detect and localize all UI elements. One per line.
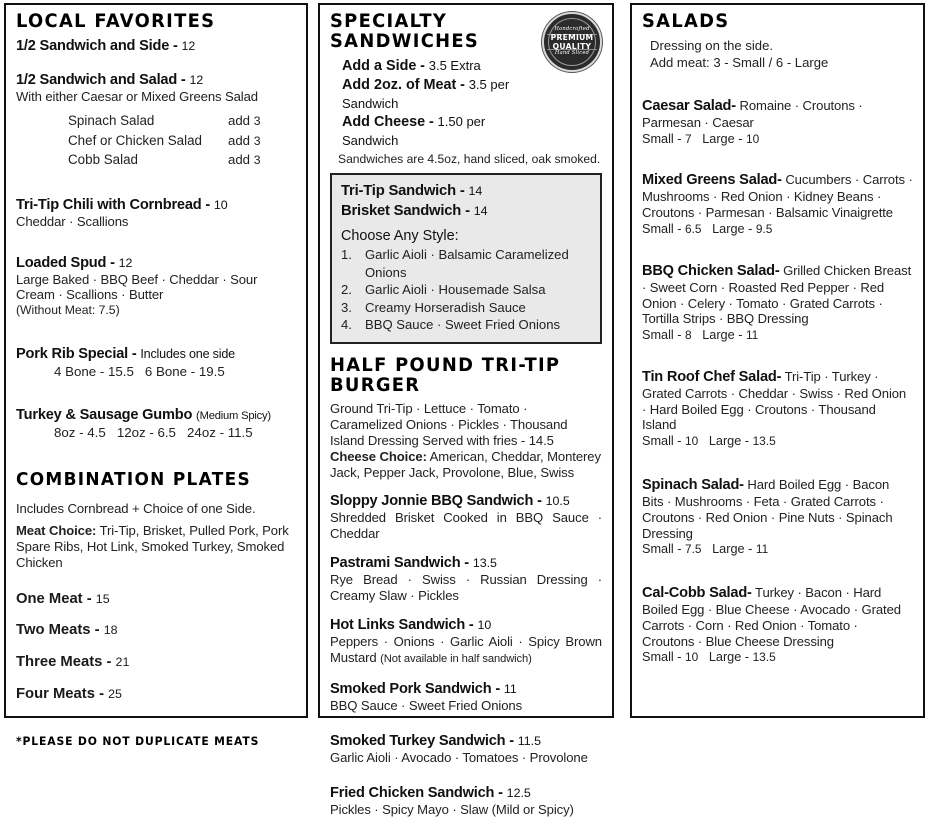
addon-row <box>16 150 296 170</box>
addon-row <box>16 131 296 151</box>
combo-tier-four-meats <box>16 686 296 704</box>
item-dash: - <box>465 202 470 219</box>
item-ingredients: Cucumbers · Carrots · Mushrooms · Red Onion · Kidney Beans · Croutons · Parmesan · Balsamic Vinaigrette <box>642 172 913 221</box>
item-dash: - <box>776 368 782 385</box>
large-price: 9.5 <box>755 222 773 237</box>
addon-value: 3.5 Extra <box>428 57 481 73</box>
item-price: 10 <box>213 197 228 212</box>
item-dash: - <box>509 733 514 750</box>
item-name: Tri-Tip Sandwich <box>341 183 456 200</box>
item-title <box>16 37 296 55</box>
item-ingredients: Turkey · Bacon · Hard Boiled Egg · Blue Cheese · Avocado · Grated Carrots · Corn · Red Onion · Tomato · Croutons · Blue Cheese Dressing <box>642 584 901 649</box>
small-label: Small - <box>642 434 682 449</box>
addon-price: add 3 <box>228 152 261 168</box>
item-name: Turkey & Sausage Gumbo <box>16 406 193 423</box>
item-name: 1/2 Sandwich and Salad <box>16 72 178 89</box>
menu-item-hot-links-sandwich <box>330 616 602 666</box>
combo-tier-label: Four Meats <box>16 685 95 702</box>
combo-tier-dash: - <box>99 685 104 702</box>
item-dash: - <box>537 493 542 510</box>
menu-item-smoked-turkey-sandwich <box>330 732 602 766</box>
item-note: (Without Meat: 7.5) <box>16 303 120 318</box>
item-title <box>330 784 602 802</box>
item-price: 12.5 <box>506 786 531 801</box>
item-price: 14 <box>468 184 483 199</box>
item-size-prices: 8oz - 4.5 12oz - 6.5 24oz - 11.5 <box>54 425 253 441</box>
item-name: Pastrami Sandwich <box>330 555 461 572</box>
item-dash: - <box>131 345 137 362</box>
style-text: Garlic Aioli · Balsamic Caramelized Onions <box>365 247 569 280</box>
item-name: Hot Links Sandwich <box>330 616 466 633</box>
cheese-choice-text: American, Cheddar, Monterey Jack, Pepper Jack, Provolone, Blue, Swiss <box>330 448 601 480</box>
item-price: 12 <box>118 255 133 270</box>
item-dash: - <box>180 72 186 89</box>
small-price: 8 <box>685 328 692 343</box>
item-dash: - <box>774 262 780 279</box>
combo-tier-two-meats <box>16 622 296 640</box>
item-description: BBQ Sauce · Sweet Fried Onions <box>330 698 523 714</box>
style-number: 2. <box>341 282 352 298</box>
small-price: 7.5 <box>685 542 702 557</box>
menu-item-half-sandwich-salad <box>16 71 296 170</box>
item-title <box>16 71 296 89</box>
panel-local-favorites <box>4 3 308 748</box>
style-text: Garlic Aioli · Housemade Salsa <box>365 282 546 298</box>
item-title <box>330 680 602 698</box>
item-description: Large Baked · BBQ Beef · Cheddar · Sour Cream · Scallions · Butter <box>16 271 258 303</box>
item-title <box>330 732 602 750</box>
style-text: Creamy Horseradish Sauce <box>365 299 526 315</box>
menu-item-smoked-pork-sandwich <box>330 680 602 714</box>
addon-add-a-side <box>330 57 544 76</box>
item-title <box>16 254 296 272</box>
menu-item-turkey-sausage-gumbo <box>16 406 296 441</box>
addon-price: add 3 <box>228 132 261 148</box>
item-dash: - <box>495 681 500 698</box>
panel-salads <box>630 3 925 718</box>
style-number: 3. <box>341 299 352 315</box>
item-name: Smoked Turkey Sandwich <box>330 733 506 750</box>
small-price: 7 <box>685 131 692 146</box>
addon-name: Cobb Salad <box>68 152 138 168</box>
item-qualifier: (Medium Spicy) <box>196 409 271 422</box>
small-price: 10 <box>685 434 699 449</box>
item-ingredients: Tri-Tip · Turkey · Grated Carrots · Cheddar · Swiss · Red Onion · Hard Boiled Egg · Croutons · Thousand Island <box>642 368 907 433</box>
addon-dash: - <box>428 114 434 131</box>
menu-item-half-sandwich-side <box>16 37 296 55</box>
burger-description: Ground Tri-Tip · Lettuce · Tomato · Caramelized Onions · Pickles · Thousand Island Dressing Served with fries - 14.5 <box>330 401 568 448</box>
large-label: Large - <box>712 222 753 237</box>
small-label: Small - <box>642 222 682 237</box>
item-price: 12 <box>181 38 196 53</box>
menu-item-bbq-chicken-salad <box>642 262 913 344</box>
large-price: 10 <box>745 131 760 146</box>
item-title <box>330 554 602 572</box>
menu-item-tri-tip-chili <box>16 196 296 230</box>
combo-tier-label: Two Meats <box>16 622 91 639</box>
item-dash: - <box>777 172 782 189</box>
item-name: Tri-Tip Chili with Cornbread <box>16 196 202 213</box>
combo-tier-label: One Meat <box>16 590 83 607</box>
item-name: Pork Rib Special <box>16 345 128 362</box>
item-dash: - <box>468 616 474 633</box>
burger-cheese-choice <box>330 449 602 481</box>
item-price: 11 <box>503 682 517 697</box>
style-option-4 <box>341 316 591 333</box>
large-label: Large - <box>712 542 753 557</box>
item-description <box>642 476 913 542</box>
menu-item-spinach-salad <box>642 476 913 558</box>
menu-item-caesar-salad <box>642 97 913 147</box>
item-name: Cal-Cobb Salad <box>642 584 748 601</box>
combo-includes-text: Includes Cornbread + Choice of one Side. <box>16 501 256 517</box>
style-number: 1. <box>341 247 352 263</box>
item-dash: - <box>464 555 469 572</box>
seal-bottom-script: Hand Sliced <box>554 50 590 57</box>
combo-tier-dash: - <box>86 590 92 607</box>
item-title <box>16 196 296 214</box>
menu-item-sloppy-jonnie <box>330 492 602 542</box>
large-label: Large - <box>702 131 743 146</box>
large-price: 13.5 <box>752 650 776 665</box>
style-option-2 <box>341 281 591 298</box>
item-description: Shredded Brisket Cooked in BBQ Sauce · Cheddar <box>330 510 602 542</box>
section-heading-combination-plates: COMBINATION PLATES <box>16 469 251 491</box>
item-dash: - <box>459 183 465 200</box>
item-name: Mixed Greens Salad <box>642 172 778 189</box>
item-dash: - <box>731 97 736 114</box>
addon-value: 3.5 per Sandwich <box>342 77 510 112</box>
item-description: Cheddar · Scallions <box>16 213 129 229</box>
item-size-prices <box>642 541 913 558</box>
item-price: 11.5 <box>517 734 541 749</box>
combo-tier-price: 25 <box>108 686 122 701</box>
section-heading-tri-tip-burger: HALF POUND TRI-TIP BURGER <box>330 354 561 397</box>
item-dash: - <box>173 37 178 54</box>
meat-choice-text: Tri-Tip, Brisket, Pulled Pork, Pork Spare Ribs, Hot Link, Smoked Turkey, Smoked Chicken <box>16 523 289 570</box>
salads-intro-dressing: Dressing on the side. <box>650 37 774 53</box>
combo-tier-price: 18 <box>103 623 118 638</box>
item-title <box>330 616 602 634</box>
specialty-addons-block <box>330 12 602 151</box>
item-dash: - <box>747 584 752 601</box>
combo-meat-choice <box>16 523 296 570</box>
item-name: Fried Chicken Sandwich <box>330 785 495 802</box>
addon-label: Add a Side <box>342 57 417 74</box>
small-label: Small - <box>642 328 682 343</box>
menu-item-tin-roof-chef-salad <box>642 368 913 450</box>
item-name: Smoked Pork Sandwich <box>330 681 492 698</box>
addon-row <box>16 111 296 131</box>
item-name: Sloppy Jonnie BBQ Sandwich <box>330 493 534 510</box>
footnote-wrap <box>16 734 296 748</box>
addon-dash: - <box>420 57 425 74</box>
seal-line-premium: PREMIUM <box>550 32 594 42</box>
style-number: 4. <box>341 316 352 332</box>
combo-tier-label: Three Meats <box>16 654 103 671</box>
item-size-prices: 4 Bone - 15.5 6 Bone - 19.5 <box>54 363 225 379</box>
salads-intro-add-meat: Add meat: 3 - Small / 6 - Large <box>650 54 829 70</box>
addon-add-cheese <box>330 113 544 150</box>
item-qualifier: Includes one side <box>140 346 235 361</box>
item-ingredients: Hard Boiled Egg · Bacon Bits · Mushrooms · Feta · Grated Carrots · Croutons · Red Onion · Pine Nuts · Spinach Dressing <box>642 476 893 541</box>
item-dash: - <box>498 785 503 802</box>
addon-name: Chef or Chicken Salad <box>68 132 202 148</box>
item-dash: - <box>110 254 115 271</box>
item-ingredients: Grilled Chicken Breast · Sweet Corn · Roasted Red Pepper · Red Onion · Celery · Tomato · Grated Carrots · Tortilla Strips · BBQ Dressing <box>642 262 912 327</box>
combo-tier-one-meat <box>16 591 296 609</box>
large-label: Large - <box>708 650 750 665</box>
item-size-prices <box>642 649 913 666</box>
sandwich-fineprint: Sandwiches are 4.5oz, hand sliced, oak smoked. <box>338 151 601 166</box>
item-description: Garlic Aioli · Avocado · Tomatoes · Provolone <box>330 750 588 766</box>
item-ingredients: Romaine · Croutons · Parmesan · Caesar <box>642 97 863 131</box>
small-price: 10 <box>685 650 699 665</box>
premium-quality-seal-icon <box>542 12 602 72</box>
choose-style-label: Choose Any Style: <box>341 228 459 245</box>
signature-sandwich-style-box <box>330 173 602 344</box>
large-price: 11 <box>745 328 759 343</box>
item-price: 14 <box>473 203 488 218</box>
addon-name: Spinach Salad <box>68 112 155 128</box>
item-name: Loaded Spud <box>16 254 107 271</box>
item-size-prices <box>642 131 913 148</box>
large-label: Large - <box>702 328 743 343</box>
item-dash: - <box>205 196 211 213</box>
cheese-choice-label: Cheese Choice: <box>330 448 427 464</box>
addon-label: Add Cheese <box>342 114 426 131</box>
seal-top-script: Handcrafted <box>554 26 590 33</box>
item-name: Caesar Salad <box>642 97 732 114</box>
menu-item-fried-chicken-sandwich <box>330 784 602 818</box>
item-title <box>16 406 296 424</box>
menu-item-cal-cobb-salad <box>642 584 913 666</box>
item-note: (Not available in half sandwich) <box>380 652 532 665</box>
style-option-3 <box>341 299 591 316</box>
item-description <box>642 368 913 434</box>
menu-item-loaded-spud <box>16 254 296 319</box>
combo-tier-three-meats <box>16 654 296 672</box>
footnote-no-duplicate-meats: *PLEASE DO NOT DUPLICATE MEATS <box>16 733 260 748</box>
item-name: Brisket Sandwich <box>341 202 462 219</box>
item-title <box>330 492 602 510</box>
item-name: BBQ Chicken Salad <box>642 262 775 279</box>
large-price: 13.5 <box>752 434 776 449</box>
seal-line-quality: QUALITY <box>552 42 592 51</box>
style-option-1 <box>341 246 591 281</box>
item-size-prices <box>642 327 913 344</box>
section-heading-specialty-sandwiches: SPECIALTY SANDWICHES <box>330 10 480 52</box>
small-price: 6.5 <box>685 222 702 237</box>
item-description <box>642 584 913 650</box>
item-description <box>642 171 913 221</box>
small-label: Small - <box>642 650 682 665</box>
item-name: Tin Roof Chef Salad <box>642 368 777 385</box>
item-description: Peppers · Onions · Garlic Aioli · Spicy Brown Mustard (Not available in half sandwich) <box>330 633 602 665</box>
item-name: Spinach Salad <box>642 476 740 493</box>
small-label: Small - <box>642 131 682 146</box>
item-price: 10 <box>477 617 492 632</box>
menu-item-brisket-sandwich <box>341 202 591 222</box>
meat-choice-label: Meat Choice: <box>16 523 97 539</box>
item-name: 1/2 Sandwich and Side <box>16 37 170 54</box>
small-label: Small - <box>642 542 682 557</box>
section-heading-local-favorites: LOCAL FAVORITES <box>16 10 216 32</box>
item-description: Pickles · Spicy Mayo · Slaw (Mild or Spicy) <box>330 802 574 818</box>
menu-item-mixed-greens-salad <box>642 171 913 237</box>
addon-dash: - <box>460 77 465 94</box>
item-description <box>642 97 913 131</box>
large-price: 11 <box>755 542 769 557</box>
combo-tier-price: 15 <box>95 591 110 606</box>
item-price: 10.5 <box>545 494 570 509</box>
addon-add-meat <box>330 76 544 113</box>
item-description: With either Caesar or Mixed Greens Salad <box>16 89 258 105</box>
addon-label: Add 2oz. of Meat <box>342 77 457 94</box>
addon-price: add 3 <box>228 112 261 128</box>
item-title <box>16 345 296 363</box>
menu-item-pork-rib-special <box>16 345 296 380</box>
menu-item-tri-tip-sandwich <box>341 182 591 202</box>
large-label: Large - <box>708 434 750 449</box>
addon-value: 1.50 per Sandwich <box>342 114 486 149</box>
section-heading-salads: SALADS <box>642 10 730 32</box>
menu-item-pastrami-sandwich <box>330 554 602 604</box>
item-size-prices <box>642 221 913 238</box>
item-description: Rye Bread · Swiss · Russian Dressing · Creamy Slaw · Pickles <box>330 572 602 603</box>
combo-tier-dash: - <box>94 622 100 639</box>
item-size-prices <box>642 433 913 450</box>
item-price: 12 <box>189 73 204 88</box>
combo-tier-price: 21 <box>115 655 130 670</box>
style-text: BBQ Sauce · Sweet Fried Onions <box>365 316 561 332</box>
item-price: 13.5 <box>472 556 497 571</box>
item-description <box>642 262 913 328</box>
combo-tier-dash: - <box>106 654 112 671</box>
panel-specialty-sandwiches <box>318 3 614 818</box>
item-dash: - <box>739 476 744 493</box>
